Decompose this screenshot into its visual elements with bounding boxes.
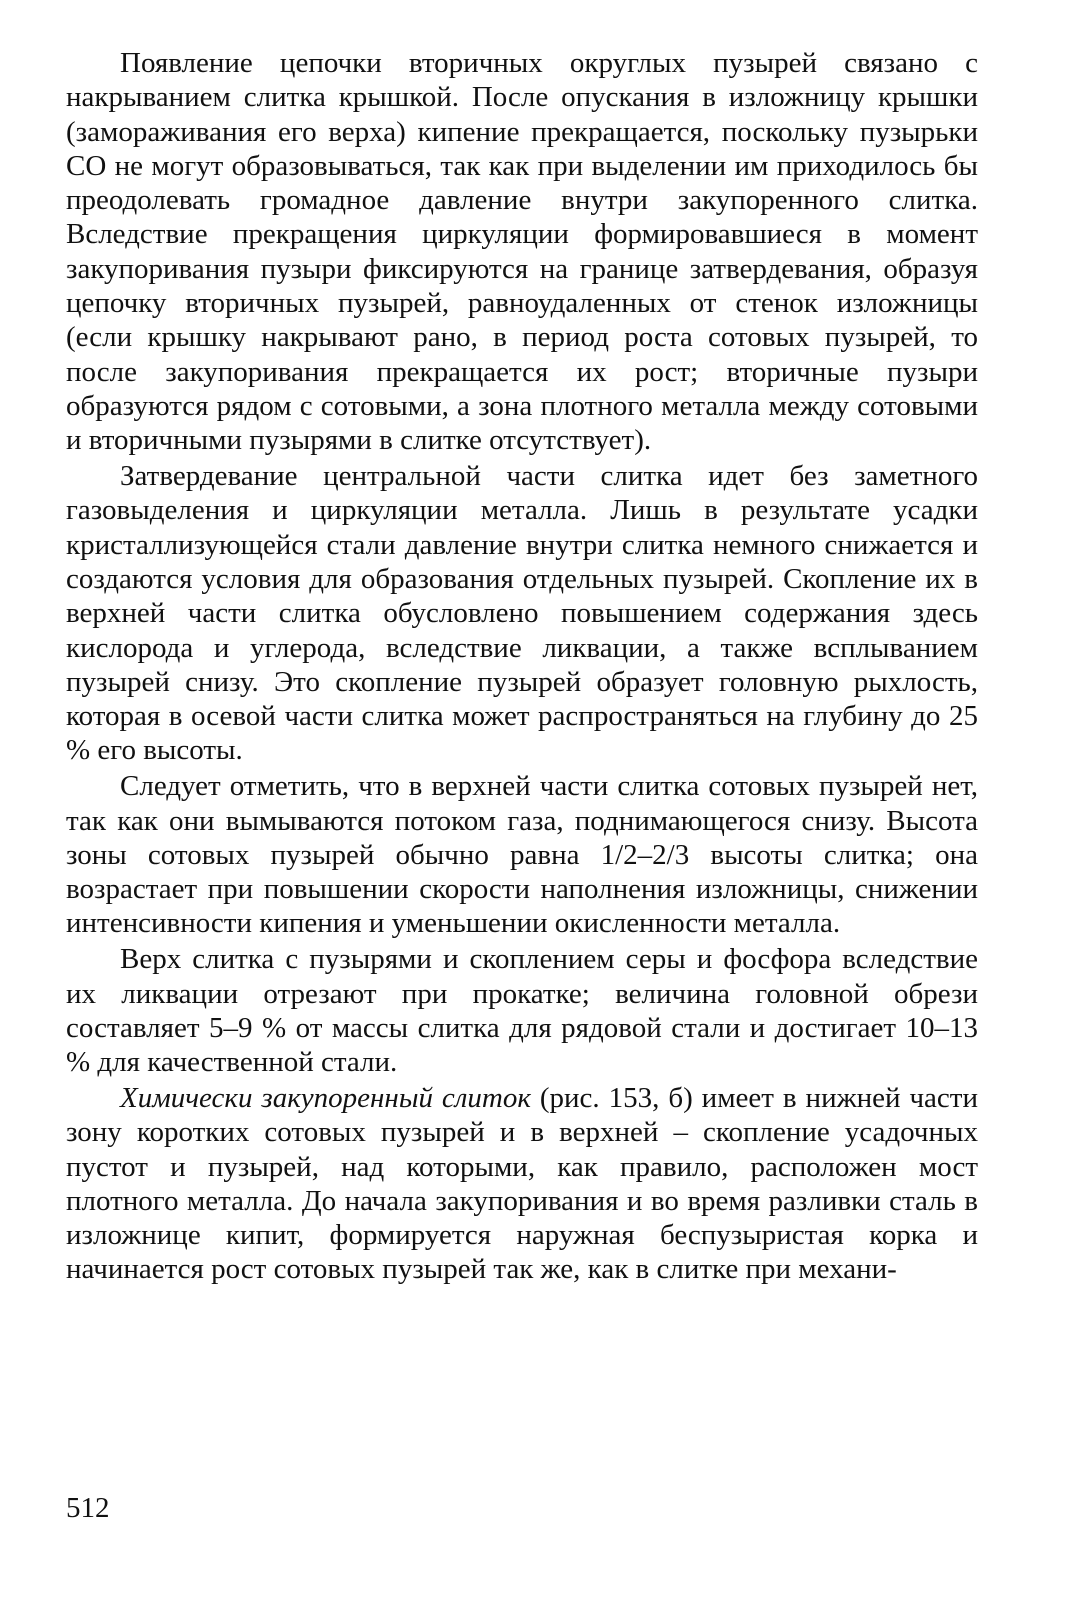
- paragraph-4: [66, 942, 978, 1079]
- paragraph-1: [66, 46, 978, 458]
- page-number: 512: [66, 1492, 110, 1524]
- paragraph-1-text: Появление цепочки вторичных округлых пузырей связано с накрыванием слитка крышкой. После опускания в изложницу крышки (замораживания его верха) кипение прекращается, поскольку пузырьки CO не могут образовываться, так как при выделении им приходилось бы преодолевать громадное давление внутри закупоренного слитка. Вследствие прекращения циркуляции формировавшиеся в момент закупоривания пузыри фиксируются на границе затвердевания, образуя цепочку вторичных пузырей, равноудаленных от стенок изложницы (если крышку накрывают рано, в период роста сотовых пузырей, то после закупоривания прекращается их рост; вторичные пузыри образуются рядом с сотовыми, а зона плотного металла между сотовыми и вторичными пузырями в слитке отсутствует).: [66, 47, 978, 457]
- paragraph-4-text: Верх слитка с пузырями и скоплением серы и фосфора вследствие их ликвации отрезают при прокатке; величина головной обрези составляет 5–9 % от массы слитка для рядовой стали и достигает 10–13 % для качественной стали.: [66, 943, 978, 1079]
- paragraph-5: [66, 1081, 978, 1287]
- paragraph-2-text: Затвердевание центральной части слитка идет без заметного газовыделения и циркуляции металла. Лишь в результате усадки кристаллизующейся стали давление внутри слитка немного снижается и создаются условия для образования отдельных пузырей. Скопление их в верхней части слитка обусловлено повышением содержания здесь кислорода и углерода, вследствие ликвации, а также всплыванием пузырей снизу. Это скопление пузырей образует головную рыхлость, которая в осевой части слитка может распространяться на глубину до 25 % его высоты.: [66, 460, 978, 767]
- paragraph-5-italic-term: Химически закупоренный слиток: [120, 1081, 531, 1114]
- paragraph-3: [66, 769, 978, 940]
- paragraph-2: [66, 459, 978, 768]
- paragraph-5-text: (рис. 153, б) имеет в нижней части зону коротких сотовых пузырей и в верхней – скопление усадочных пустот и пузырей, над которыми, как правило, расположен мост плотного металла. До начала закупоривания и во время разливки сталь в изложнице кипит, формируется наружная беспузыристая корка и начинается рост сотовых пузырей так же, как в слитке при механи-: [66, 1081, 978, 1286]
- page-body: [66, 46, 978, 1287]
- paragraph-3-text: Следует отметить, что в верхней части слитка сотовых пузырей нет, так как они вымываются потоком газа, поднимающегося снизу. Высота зоны сотовых пузырей обычно равна 1/2–2/3 высоты слитка; она возрастает при повышении скорости наполнения изложницы, снижении интенсивности кипения и уменьшении окисленности металла.: [66, 770, 978, 940]
